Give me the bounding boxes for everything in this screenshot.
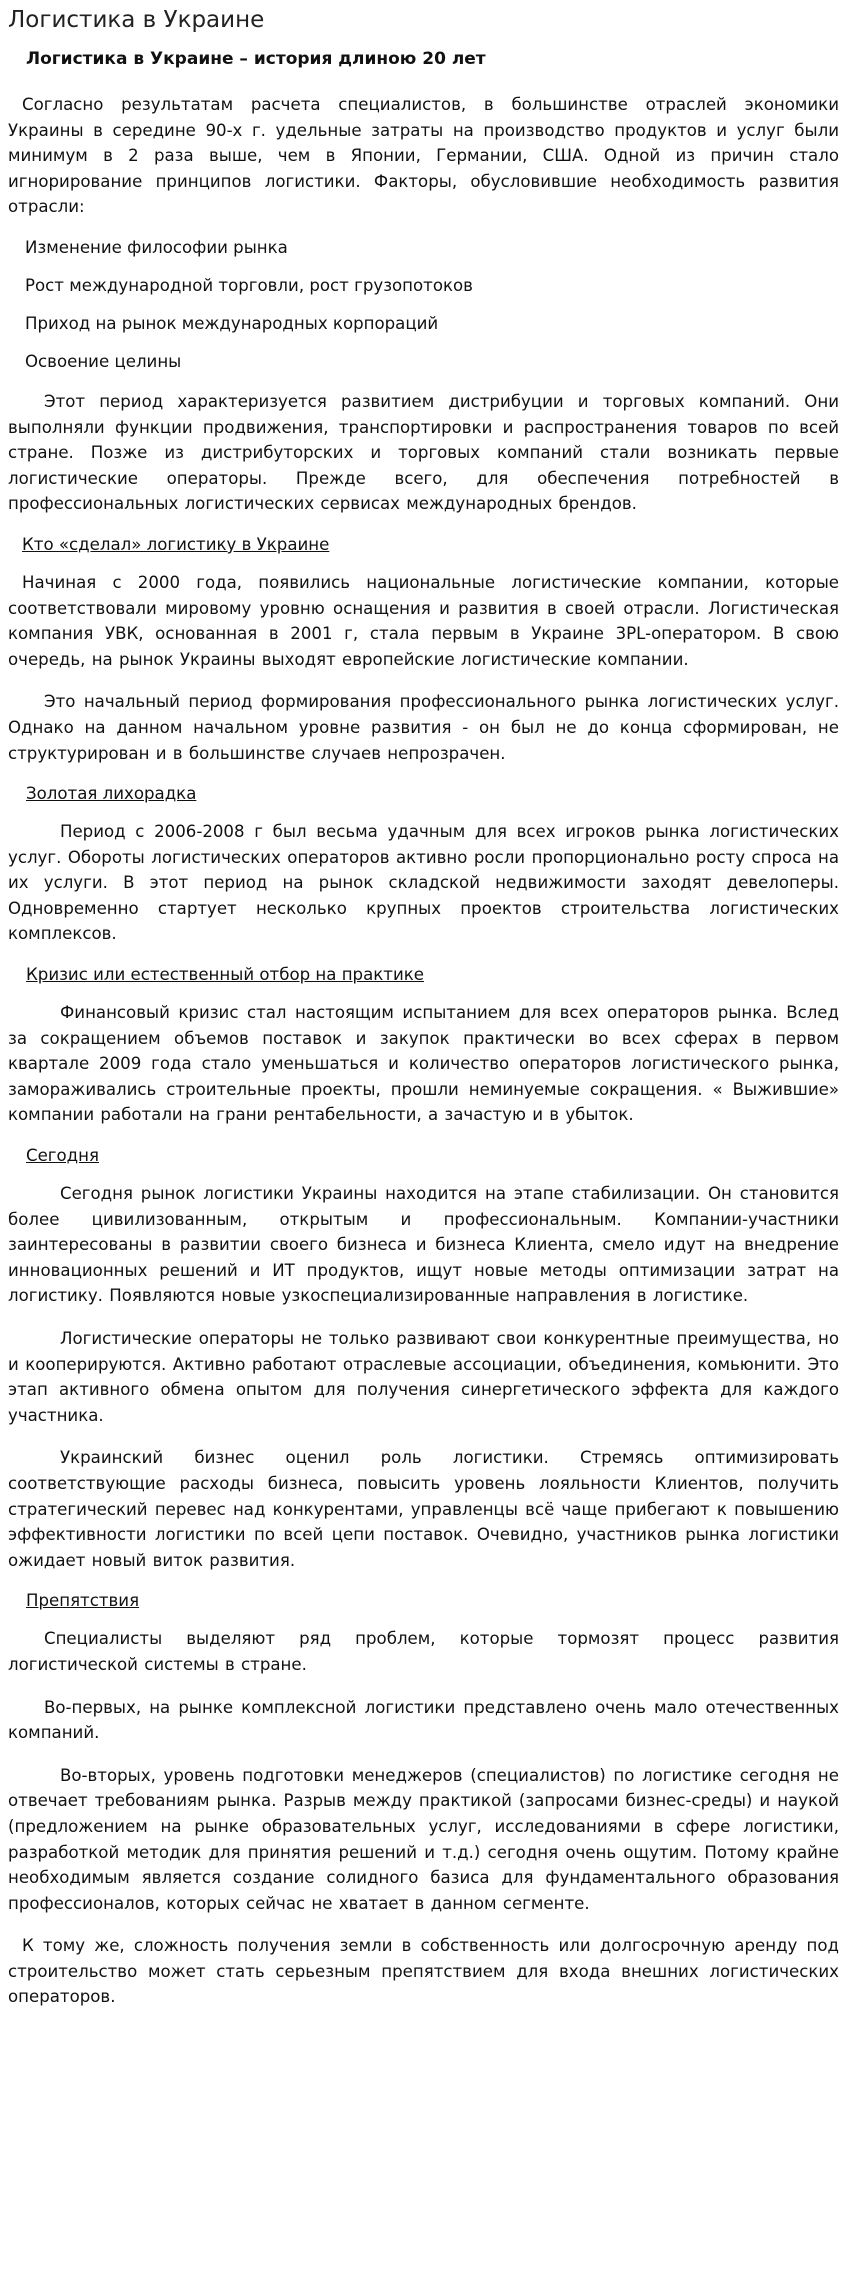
paragraph: Период с 2006-2008 г был весьма удачным для всех игроков рынка логистических услуг. Обороты логистических операторов активно росли пропорционально росту спроса на их услуги. В этот период на рынок складской недвижимости заходят девелоперы. Одновременно стартует несколько крупных проектов строительства логистических комплексов. bbox=[8, 822, 839, 944]
factor-item: Изменение философии рынка bbox=[25, 237, 288, 257]
section-heading-obstacles: Препятствия bbox=[26, 1591, 140, 1611]
paragraph: Финансовый кризис стал настоящим испытанием для всех операторов рынка. Вслед за сокращением объемов поставок и закупок практически во всех сферах в первом квартале 2009 года стало уменьшаться и количество операторов логистического рынка, замораживались строительные проекты, прошли неминуемые сокращения. « Выжившие» компании работали на грани рентабельности, а зачастую и в убыток. bbox=[8, 1003, 839, 1125]
factor-item: Освоение целины bbox=[25, 351, 182, 371]
section-heading-today: Сегодня bbox=[26, 1146, 99, 1166]
paragraph: Специалисты выделяют ряд проблем, которые тормозят процесс развития логистической системы в стране. bbox=[8, 1629, 839, 1674]
paragraph: Сегодня рынок логистики Украины находится на этапе стабилизации. Он становится более цивилизованным, открытым и профессиональным. Компании-участники заинтересованы в развитии своего бизнеса и бизнеса Клиента, смело идут на внедрение инновационных решений и ИТ продуктов, ищут новые методы оптимизации затрат на логистику. Появляются новые узкоспециализированные направления в логистике. bbox=[8, 1184, 839, 1306]
paragraph: Логистические операторы не только развивают свои конкурентные преимущества, но и кооперируются. Активно работают отраслевые ассоциации, объединения, комьюнити. Это этап активного обмена опытом для получения синергетического эффекта для каждого участника. bbox=[8, 1329, 839, 1425]
paragraph: Украинский бизнес оценил роль логистики. Стремясь оптимизировать соответствующие расходы бизнеса, повысить уровень лояльности Клиентов, получить стратегический перевес над конкурентами, управленцы всё чаще прибегают к повышению эффективности логистики по всей цепи поставок. Очевидно, участников рынка логистики ожидает новый виток развития. bbox=[8, 1448, 839, 1570]
section-heading-gold: Золотая лихорадка bbox=[26, 784, 197, 804]
intro-paragraph: Согласно результатам расчета специалистов, в большинстве отраслей экономики Украины в середине 90-х г. удельные затраты на производство продуктов и услуг были минимум в 2 раза выше, чем в Японии, Германии, США. Одной из причин стало игнорирование принципов логистики. Факторы, обусловившие необходимость развития отрасли: bbox=[8, 95, 839, 217]
paragraph: Во-вторых, уровень подготовки менеджеров (специалистов) по логистике сегодня не отвечает требованиям рынка. Разрыв между практикой (запросами бизнес-среды) и наукой (предложением на рынке образовательных услуг, исследованиями в сфере логистики, разработкой методик для принятия решений и т.д.) сегодня очень ощутим. Потому крайне необходимым является создание солидного базиса для фундаментального образования профессионалов, которых сейчас не хватает в данном сегменте. bbox=[8, 1765, 839, 1913]
article-subtitle: Логистика в Украине – история длиною 20 лет bbox=[26, 49, 486, 69]
paragraph: Начиная с 2000 года, появились национальные логистические компании, которые соответствовали мировому уровню оснащения и развития в своей отрасли. Логистическая компания УВК, основанная в 2001 г, стала первым в Украине 3PL-оператором. В свою очередь, на рынок Украины выходят европейские логистические компании. bbox=[8, 572, 839, 669]
factor-item: Рост международной торговли, рост грузопотоков bbox=[25, 275, 473, 295]
paragraph: Этот период характеризуется развитием дистрибуции и торговых компаний. Они выполняли функции продвижения, транспортировки и распространения товаров по всей стране. Позже из дистрибуторских и торговых компаний стали возникать первые логистические операторы. Прежде всего, для обеспечения потребностей в профессиональных логистических сервисах международных брендов. bbox=[8, 391, 839, 514]
section-heading-who: Кто «сделал» логистику в Украине bbox=[22, 534, 330, 554]
paragraph: Во-первых, на рынке комплексной логистики представлено очень мало отечественных компаний. bbox=[8, 1697, 839, 1743]
paragraph: К тому же, сложность получения земли в собственность или долгосрочную аренду под строительство может стать серьезным препятствием для входа внешних логистических операторов. bbox=[8, 1936, 839, 2007]
paragraph: Это начальный период формирования профессионального рынка логистических услуг. Однако на данном начальном уровне развития - он был не до конца сформирован, не структурирован и в большинстве случаев непрозрачен. bbox=[8, 692, 839, 763]
page-title: Логистика в Украине bbox=[8, 7, 265, 33]
factor-item: Приход на рынок международных корпораций bbox=[25, 313, 439, 333]
section-heading-crisis: Кризис или естественный отбор на практике bbox=[26, 965, 424, 985]
